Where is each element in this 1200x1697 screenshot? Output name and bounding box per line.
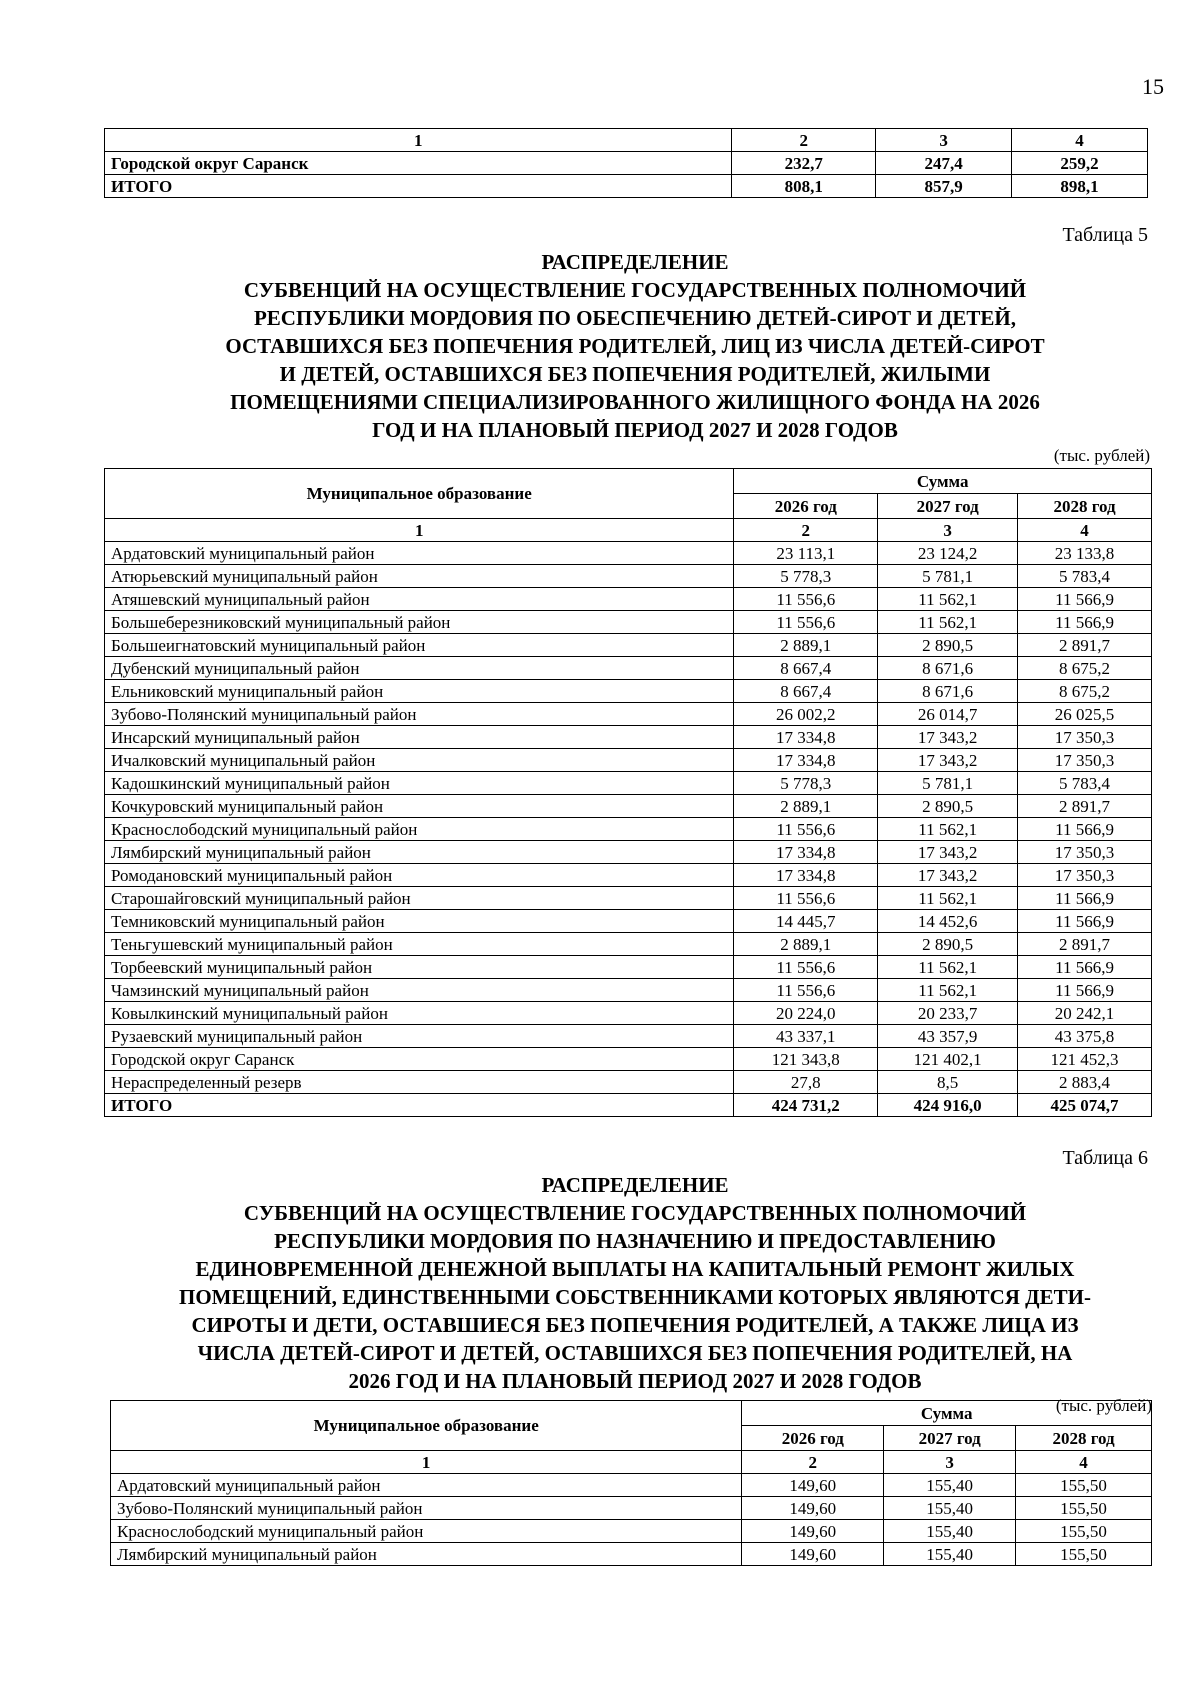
header-year: 2028 год xyxy=(1018,494,1152,519)
header-year: 2026 год xyxy=(734,494,878,519)
table-row xyxy=(105,841,1152,864)
value-2027: 11 562,1 xyxy=(878,588,1018,611)
table5-label: Таблица 5 xyxy=(1062,224,1148,246)
value-2026: 2 889,1 xyxy=(734,634,878,657)
table-row xyxy=(105,588,1152,611)
row-name: Темниковский муниципальный район xyxy=(105,910,734,933)
value-2028: 155,50 xyxy=(1016,1497,1152,1520)
value-2026: 11 556,6 xyxy=(734,887,878,910)
value-2026: 5 778,3 xyxy=(734,565,878,588)
table5 xyxy=(104,468,1152,1117)
value-2028: 155,50 xyxy=(1016,1543,1152,1566)
value-2026: 149,60 xyxy=(742,1520,884,1543)
column-number-row xyxy=(105,129,1148,152)
value-2028: 11 566,9 xyxy=(1018,887,1152,910)
value-2026: 149,60 xyxy=(742,1497,884,1520)
value-2026: 26 002,2 xyxy=(734,703,878,726)
column-number: 3 xyxy=(878,519,1018,542)
table-row xyxy=(111,1497,1152,1520)
table-row xyxy=(105,933,1152,956)
row-name: Теньгушевский муниципальный район xyxy=(105,933,734,956)
header-year: 2027 год xyxy=(884,1426,1016,1451)
row-name: Атюрьевский муниципальный район xyxy=(105,565,734,588)
column-number: 3 xyxy=(884,1451,1016,1474)
title-line: ГОД И НА ПЛАНОВЫЙ ПЕРИОД 2027 И 2028 ГОДОВ xyxy=(372,418,898,442)
title-line: ОСТАВШИХСЯ БЕЗ ПОПЕЧЕНИЯ РОДИТЕЛЕЙ, ЛИЦ ИЗ ЧИСЛА ДЕТЕЙ-СИРОТ xyxy=(225,334,1045,358)
value-2027: 23 124,2 xyxy=(878,542,1018,565)
row-name: Старошайговский муниципальный район xyxy=(105,887,734,910)
row-name: Большеберезниковский муниципальный район xyxy=(105,611,734,634)
value-2027: 155,40 xyxy=(884,1543,1016,1566)
title-line: РЕСПУБЛИКИ МОРДОВИЯ ПО НАЗНАЧЕНИЮ И ПРЕДОСТАВЛЕНИЮ xyxy=(274,1229,996,1253)
table6-label: Таблица 6 xyxy=(1062,1147,1148,1169)
row-name: Кочкуровский муниципальный район xyxy=(105,795,734,818)
value-2026: 149,60 xyxy=(742,1543,884,1566)
table6 xyxy=(110,1400,1152,1566)
page-number: 15 xyxy=(1142,74,1164,99)
header-sum: Сумма xyxy=(734,469,1152,494)
value-2028: 11 566,9 xyxy=(1018,818,1152,841)
value-2027: 121 402,1 xyxy=(878,1048,1018,1071)
value-2028: 23 133,8 xyxy=(1018,542,1152,565)
value-2026: 11 556,6 xyxy=(734,611,878,634)
table-row xyxy=(105,726,1152,749)
value-2027: 5 781,1 xyxy=(878,772,1018,795)
value-2027: 247,4 xyxy=(876,152,1012,175)
value-2026: 11 556,6 xyxy=(734,956,878,979)
table-row xyxy=(105,1025,1152,1048)
value-2026: 2 889,1 xyxy=(734,933,878,956)
table6-units: (тыс. рублей) xyxy=(1055,1396,1152,1415)
value-2026: 11 556,6 xyxy=(734,588,878,611)
table-row xyxy=(111,1520,1152,1543)
table-row xyxy=(105,1071,1152,1094)
header-municipality: Муниципальное образование xyxy=(105,469,734,519)
total-label: ИТОГО xyxy=(105,175,732,198)
column-number: 4 xyxy=(1012,129,1148,152)
value-2028: 17 350,3 xyxy=(1018,841,1152,864)
title-line: 2026 ГОД И НА ПЛАНОВЫЙ ПЕРИОД 2027 И 2028 ГОДОВ xyxy=(348,1369,922,1393)
row-name: Зубово-Полянский муниципальный район xyxy=(105,703,734,726)
value-2026: 23 113,1 xyxy=(734,542,878,565)
value-2028: 259,2 xyxy=(1012,152,1148,175)
row-name: Кадошкинский муниципальный район xyxy=(105,772,734,795)
value-2027: 2 890,5 xyxy=(878,795,1018,818)
title-line: ПОМЕЩЕНИЙ, ЕДИНСТВЕННЫМИ СОБСТВЕННИКАМИ КОТОРЫХ ЯВЛЯЮТСЯ ДЕТИ- xyxy=(179,1285,1091,1309)
table-row xyxy=(105,979,1152,1002)
table-row xyxy=(111,1474,1152,1497)
title-line: РАСПРЕДЕЛЕНИЕ xyxy=(541,250,729,274)
total-2028: 425 074,7 xyxy=(1018,1094,1152,1117)
table-row xyxy=(105,657,1152,680)
value-2028: 17 350,3 xyxy=(1018,864,1152,887)
value-2027: 2 890,5 xyxy=(878,634,1018,657)
value-2027: 11 562,1 xyxy=(878,979,1018,1002)
table-row xyxy=(105,565,1152,588)
table-row xyxy=(105,910,1152,933)
continued-table xyxy=(104,128,1148,198)
table-row xyxy=(105,611,1152,634)
title-line: СУБВЕНЦИЙ НА ОСУЩЕСТВЛЕНИЕ ГОСУДАРСТВЕННЫХ ПОЛНОМОЧИЙ xyxy=(243,1201,1027,1225)
value-2028: 26 025,5 xyxy=(1018,703,1152,726)
value-2026: 11 556,6 xyxy=(734,979,878,1002)
value-2027: 17 343,2 xyxy=(878,841,1018,864)
row-name: Ичалковский муниципальный район xyxy=(105,749,734,772)
value-2028: 11 566,9 xyxy=(1018,910,1152,933)
value-2026: 8 667,4 xyxy=(734,680,878,703)
value-2026: 43 337,1 xyxy=(734,1025,878,1048)
table-row xyxy=(111,1543,1152,1566)
value-2027: 11 562,1 xyxy=(878,818,1018,841)
total-2027: 424 916,0 xyxy=(878,1094,1018,1117)
value-2027: 14 452,6 xyxy=(878,910,1018,933)
value-2028: 43 375,8 xyxy=(1018,1025,1152,1048)
column-number: 4 xyxy=(1018,519,1152,542)
value-2028: 2 883,4 xyxy=(1018,1071,1152,1094)
table-row xyxy=(105,680,1152,703)
value-2028: 2 891,7 xyxy=(1018,795,1152,818)
row-name: Инсарский муниципальный район xyxy=(105,726,734,749)
value-2026: 149,60 xyxy=(742,1474,884,1497)
value-2027: 155,40 xyxy=(884,1520,1016,1543)
value-2027: 20 233,7 xyxy=(878,1002,1018,1025)
column-number: 4 xyxy=(1016,1451,1152,1474)
title-line: ЧИСЛА ДЕТЕЙ-СИРОТ И ДЕТЕЙ, ОСТАВШИХСЯ БЕЗ ПОПЕЧЕНИЯ РОДИТЕЛЕЙ, НА xyxy=(197,1341,1073,1365)
row-name: Ардатовский муниципальный район xyxy=(105,542,734,565)
row-name: Краснослободский муниципальный район xyxy=(111,1520,742,1543)
value-2027: 2 890,5 xyxy=(878,933,1018,956)
value-2026: 8 667,4 xyxy=(734,657,878,680)
row-name: Лямбирский муниципальный район xyxy=(111,1543,742,1566)
column-number: 1 xyxy=(105,519,734,542)
value-2028: 2 891,7 xyxy=(1018,933,1152,956)
value-2027: 26 014,7 xyxy=(878,703,1018,726)
column-number: 1 xyxy=(111,1451,742,1474)
value-2028: 8 675,2 xyxy=(1018,657,1152,680)
total-label: ИТОГО xyxy=(105,1094,734,1117)
value-2027: 17 343,2 xyxy=(878,864,1018,887)
value-2027: 155,40 xyxy=(884,1497,1016,1520)
column-number: 2 xyxy=(732,129,876,152)
table5-title xyxy=(150,248,1120,444)
row-name: Зубово-Полянский муниципальный район xyxy=(111,1497,742,1520)
table-row xyxy=(105,956,1152,979)
value-2027: 8 671,6 xyxy=(878,657,1018,680)
title-line: СУБВЕНЦИЙ НА ОСУЩЕСТВЛЕНИЕ ГОСУДАРСТВЕННЫХ ПОЛНОМОЧИЙ xyxy=(243,278,1027,302)
column-number: 3 xyxy=(876,129,1012,152)
row-name: Ардатовский муниципальный район xyxy=(111,1474,742,1497)
table-row xyxy=(105,703,1152,726)
header-year: 2028 год xyxy=(1016,1426,1152,1451)
value-2026: 121 343,8 xyxy=(734,1048,878,1071)
row-name: Ромодановский муниципальный район xyxy=(105,864,734,887)
total-2026: 424 731,2 xyxy=(734,1094,878,1117)
value-2028: 17 350,3 xyxy=(1018,726,1152,749)
title-line: И ДЕТЕЙ, ОСТАВШИХСЯ БЕЗ ПОПЕЧЕНИЯ РОДИТЕЛЕЙ, ЖИЛЫМИ xyxy=(279,362,991,386)
title-line: РАСПРЕДЕЛЕНИЕ xyxy=(541,1173,729,1197)
value-2026: 11 556,6 xyxy=(734,818,878,841)
row-name: Лямбирский муниципальный район xyxy=(105,841,734,864)
value-2028: 5 783,4 xyxy=(1018,772,1152,795)
table-row xyxy=(105,864,1152,887)
value-2026: 5 778,3 xyxy=(734,772,878,795)
table-row xyxy=(105,772,1152,795)
value-2028: 5 783,4 xyxy=(1018,565,1152,588)
row-name: Нераспределенный резерв xyxy=(105,1071,734,1094)
value-2026: 17 334,8 xyxy=(734,726,878,749)
value-2026: 27,8 xyxy=(734,1071,878,1094)
column-number-row xyxy=(111,1451,1152,1474)
value-2028: 11 566,9 xyxy=(1018,979,1152,1002)
value-2026: 20 224,0 xyxy=(734,1002,878,1025)
total-2026: 808,1 xyxy=(732,175,876,198)
row-name: Атяшевский муниципальный район xyxy=(105,588,734,611)
table-row xyxy=(105,1002,1152,1025)
row-name: Городской округ Саранск xyxy=(105,1048,734,1071)
row-name: Торбеевский муниципальный район xyxy=(105,956,734,979)
column-number: 2 xyxy=(742,1451,884,1474)
value-2026: 2 889,1 xyxy=(734,795,878,818)
table-row xyxy=(105,542,1152,565)
value-2028: 8 675,2 xyxy=(1018,680,1152,703)
value-2027: 11 562,1 xyxy=(878,887,1018,910)
column-number: 2 xyxy=(734,519,878,542)
value-2028: 20 242,1 xyxy=(1018,1002,1152,1025)
row-name: Большеигнатовский муниципальный район xyxy=(105,634,734,657)
table5-units: (тыс. рублей) xyxy=(1053,446,1150,465)
total-2028: 898,1 xyxy=(1012,175,1148,198)
value-2027: 11 562,1 xyxy=(878,611,1018,634)
table-row xyxy=(105,887,1152,910)
title-line: СИРОТЫ И ДЕТИ, ОСТАВШИЕСЯ БЕЗ ПОПЕЧЕНИЯ РОДИТЕЛЕЙ, А ТАКЖЕ ЛИЦА ИЗ xyxy=(191,1313,1079,1337)
header-sum: Сумма xyxy=(742,1401,1152,1426)
value-2027: 17 343,2 xyxy=(878,726,1018,749)
value-2026: 17 334,8 xyxy=(734,864,878,887)
row-name: Чамзинский муниципальный район xyxy=(105,979,734,1002)
value-2027: 8,5 xyxy=(878,1071,1018,1094)
row-name: Рузаевский муниципальный район xyxy=(105,1025,734,1048)
table6-title xyxy=(150,1171,1120,1395)
column-number: 1 xyxy=(105,129,732,152)
header-municipality: Муниципальное образование xyxy=(111,1401,742,1451)
value-2027: 17 343,2 xyxy=(878,749,1018,772)
value-2027: 11 562,1 xyxy=(878,956,1018,979)
table-row xyxy=(105,749,1152,772)
title-line: РЕСПУБЛИКИ МОРДОВИЯ ПО ОБЕСПЕЧЕНИЮ ДЕТЕЙ-СИРОТ И ДЕТЕЙ, xyxy=(253,306,1017,330)
header-year: 2026 год xyxy=(742,1426,884,1451)
row-name: Городской округ Саранск xyxy=(105,152,732,175)
value-2027: 43 357,9 xyxy=(878,1025,1018,1048)
value-2028: 17 350,3 xyxy=(1018,749,1152,772)
value-2028: 121 452,3 xyxy=(1018,1048,1152,1071)
row-name: Ковылкинский муниципальный район xyxy=(105,1002,734,1025)
value-2026: 17 334,8 xyxy=(734,749,878,772)
value-2028: 11 566,9 xyxy=(1018,956,1152,979)
value-2026: 14 445,7 xyxy=(734,910,878,933)
value-2028: 11 566,9 xyxy=(1018,588,1152,611)
table-row xyxy=(105,634,1152,657)
header-year: 2027 год xyxy=(878,494,1018,519)
total-2027: 857,9 xyxy=(876,175,1012,198)
value-2027: 155,40 xyxy=(884,1474,1016,1497)
value-2027: 5 781,1 xyxy=(878,565,1018,588)
value-2028: 155,50 xyxy=(1016,1520,1152,1543)
total-row xyxy=(105,175,1148,198)
column-number-row xyxy=(105,519,1152,542)
title-line: ЕДИНОВРЕМЕННОЙ ДЕНЕЖНОЙ ВЫПЛАТЫ НА КАПИТАЛЬНЫЙ РЕМОНТ ЖИЛЫХ xyxy=(195,1257,1075,1281)
table-row xyxy=(105,818,1152,841)
value-2026: 232,7 xyxy=(732,152,876,175)
title-line: ПОМЕЩЕНИЯМИ СПЕЦИАЛИЗИРОВАННОГО ЖИЛИЩНОГО ФОНДА НА 2026 xyxy=(230,390,1040,414)
table-row xyxy=(105,1048,1152,1071)
row-name: Ельниковский муниципальный район xyxy=(105,680,734,703)
value-2028: 155,50 xyxy=(1016,1474,1152,1497)
value-2027: 8 671,6 xyxy=(878,680,1018,703)
total-row xyxy=(105,1094,1152,1117)
value-2028: 2 891,7 xyxy=(1018,634,1152,657)
table-row xyxy=(105,795,1152,818)
value-2028: 11 566,9 xyxy=(1018,611,1152,634)
value-2026: 17 334,8 xyxy=(734,841,878,864)
row-name: Краснослободский муниципальный район xyxy=(105,818,734,841)
row-name: Дубенский муниципальный район xyxy=(105,657,734,680)
table-row xyxy=(105,152,1148,175)
